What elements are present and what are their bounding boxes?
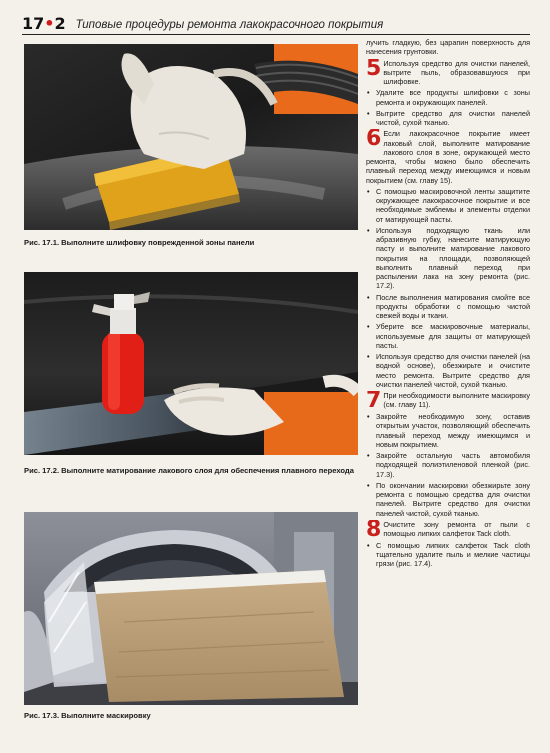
bullet-item: • Закройте необходимую зону, оставив открытым участок, позволяющий обеспечить плавный переход между имеющимся и новым покрытием. [367, 412, 530, 449]
bullet-item: • С помощью липких салфеток Tack cloth тщательно удалите пыль и мелкие частицы грязи (рис. 17.4). [367, 540, 530, 569]
figure-caption: Рис. 17.2. Выполните матирование лакового слоя для обеспечения плавного перехода [24, 466, 354, 475]
figure-caption: Рис. 17.3. Выполните маскировку [24, 711, 151, 720]
step-number: 8 [366, 519, 382, 539]
figure-caption: Рис. 17.1. Выполните шлифовку поврежденной зоны панели [24, 238, 255, 247]
step-number: 5 [366, 58, 382, 81]
body-text-column [366, 38, 530, 571]
bullet-item: • По окончании маскировки обезжирьте зону ремонта с помощью средства для очистки панелей. Вытрите средство для очистки панелей чистой, сухой тканью. [367, 480, 530, 518]
bullet-item: • Используя подходящую ткань или абразивную губку, нанесите матирующую пасту и выполните матирование лакового покрытия на площади, позволяющей выполнить плавный переход при распылении лака на зону ремонта (рис. 17.2). [367, 225, 530, 291]
bullet-item: • Уберите все маскировочные материалы, используемые для защиты от матирующей пасты. [367, 322, 530, 350]
running-title: Типовые процедуры ремонта лакокрасочного покрытия [75, 19, 384, 31]
figure-matting-photo [24, 272, 358, 455]
step-6 [366, 129, 530, 185]
step-text: Если лакокрасочное покрытие имеет лаковый слой, выполните матирование лакового слоя в зоне, окружающей место ремонта, чтобы можно было обеспечить плавный переход между имеющимся и новым покрытием (см. главу 15). [366, 129, 530, 185]
page-number: 17•2 [22, 14, 66, 33]
step-7 [366, 391, 530, 410]
bullet-item: • Вытрите средство для очистки панелей чистой, сухой тканью. [367, 108, 530, 127]
step-text: Используя средство для очистки панелей, вытрите пыль, образовавшуюся при шлифовке. [383, 58, 530, 86]
page-header [22, 12, 530, 35]
bullet-item: • Используя средство для очистки панелей (на водной основе), обезжирьте и очистите место ремонта. Вытрите средство для очистки панелей чистой, сухой тканью. [367, 352, 530, 389]
step-text: Очистите зону ремонта от пыли с помощью липких салфеток Tack cloth. [383, 519, 530, 538]
step-5 [366, 59, 530, 87]
step-8 [366, 520, 530, 539]
step-text: При необходимости выполните маскировку (см. главу 11). [383, 391, 530, 410]
figure-sanding-photo [24, 44, 358, 230]
bullet-item: • После выполнения матирования смойте все продукты обработки с помощью чистой свежей воды и ткани. [367, 292, 530, 320]
paragraph-intro: лучить гладкую, без царапин поверхность для нанесения грунтовки. [366, 38, 530, 57]
bullet-item: • С помощью маскировочной ленты защитите окружающее лакокрасочное покрытие и все необходимые эмблемы и элементы отделки от матирующей пасты. [367, 186, 530, 224]
figure-masking-photo [24, 512, 358, 705]
step-number: 6 [366, 129, 382, 152]
bullet-item: • Закройте остальную часть автомобиля подходящей полиэтиленовой пленкой (рис. 17.3). [367, 451, 530, 479]
bullet-item: • Удалите все продукты шлифовки с зоны ремонта и окружающих панелей. [367, 88, 530, 107]
step-number: 7 [366, 391, 382, 410]
